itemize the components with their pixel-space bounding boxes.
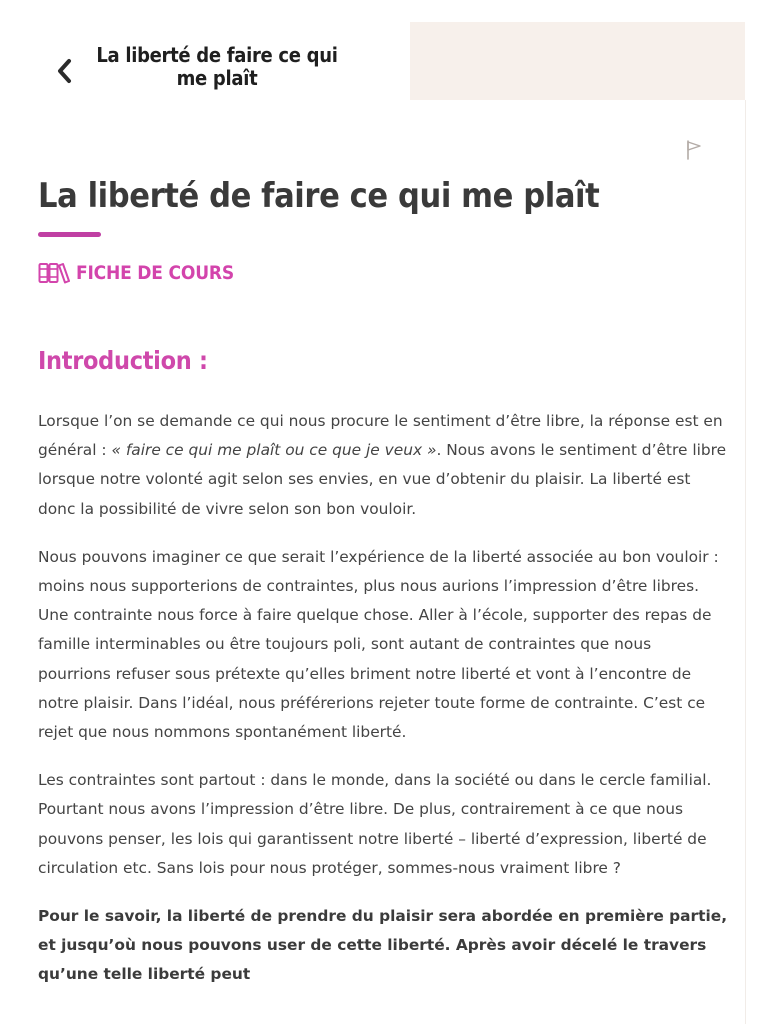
report-flag-button[interactable] bbox=[682, 138, 706, 162]
title-accent-rule bbox=[38, 232, 101, 237]
paragraph-2: Nous pouvons imaginer ce que serait l’expérience de la liberté associée au bon vouloir : moins nous supporterions de contraintes, plus nous aurions l’impression d’être libres. Une contrainte nous force à faire quelque chose. Aller à l’école, supporter des repas de famille interminables ou être toujours poli, sont autant de contraintes que nous pourrions refuser sous prétexte qu’elles briment notre liberté et vont à l’encontre de notre plaisir. Dans l’idéal, nous préférerions rejeter toute forme de contrainte. C’est ce rejet que nous nommons spontanément liberté. bbox=[38, 547, 719, 742]
course-sheet-label: FICHE DE COURS bbox=[76, 262, 234, 284]
header-background bbox=[410, 22, 745, 100]
paragraph-1-intro: Lorsque l’on se demande ce qui nous procure le sentiment d’être libre, la réponse est en général : bbox=[38, 412, 723, 460]
books-icon bbox=[38, 262, 70, 284]
paragraph-1 bbox=[38, 407, 728, 524]
chevron-left-icon bbox=[54, 58, 74, 84]
paragraph-4: Pour le savoir, la liberté de prendre du plaisir sera abordée en première partie, et jusqu’où nous pouvons user de cette liberté. Après avoir décelé le travers qu’une telle liberté peut bbox=[38, 907, 728, 984]
header-title: La liberté de faire ce qui me plaît bbox=[96, 43, 338, 90]
course-sheet-badge bbox=[38, 262, 234, 284]
paragraph-1-rest: . Nous avons le sentiment d’être libre lorsque notre volonté agit selon ses envies, en vue d’obtenir du plaisir. La liberté est donc la possibilité de vivre selon son bon vouloir. bbox=[38, 441, 727, 518]
section-title: Introduction : bbox=[38, 346, 208, 375]
paragraph-1-quote: « faire ce qui me plaît ou ce que je veux » bbox=[111, 441, 437, 460]
back-button[interactable] bbox=[46, 52, 82, 90]
article-body bbox=[38, 407, 728, 1009]
paragraph-3: Les contraintes sont partout : dans le monde, dans la société ou dans le cercle familial. Pourtant nous avons l’impression d’être libre. De plus, contrairement à ce que nous pouvons penser, les lois qui garantissent notre liberté – liberté d’expression, liberté de circulation etc. Sans lois pour nous protéger, sommes-nous vraiment libre ? bbox=[38, 771, 712, 877]
page-title: La liberté de faire ce qui me plaît bbox=[38, 176, 600, 216]
flag-icon bbox=[682, 138, 706, 162]
